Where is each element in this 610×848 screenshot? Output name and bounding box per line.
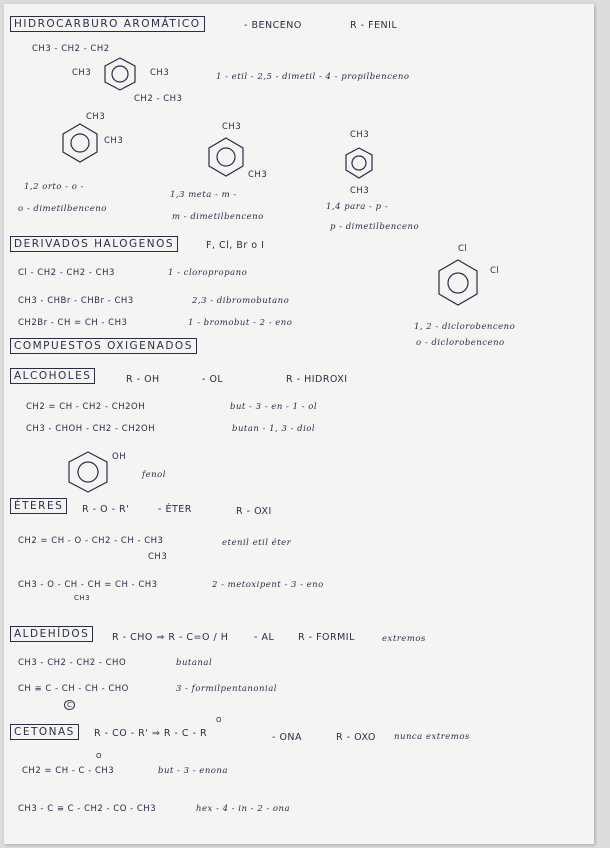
alcohol-formula: R - OH <box>126 374 160 385</box>
halogen-name-2: 2,3 - dibromobutano <box>192 296 290 306</box>
section-title-oxigenados: COMPUESTOS OXIGENADOS <box>10 338 197 354</box>
halogen-formula-2: CH3 - CHBr - CHBr - CH3 <box>18 296 134 306</box>
eter-formula-2: CH3 - O - CH - CH = CH - CH3 <box>18 580 158 590</box>
aldehido-branch-2: C <box>64 700 75 710</box>
orto-name2: o - dimetilbenceno <box>18 204 107 214</box>
dicloro-name2: o - diclorobenceno <box>416 338 505 348</box>
section-title-halogenos: DERIVADOS HALOGENOS <box>10 236 178 252</box>
alcohol-name-1: but - 3 - en - 1 - ol <box>230 402 318 412</box>
aldehido-formula: R - CHO ⇒ R - C=O / H <box>112 632 229 643</box>
cetona-suffix: - ONA <box>272 732 303 743</box>
benzene-ring-dicloro <box>436 258 480 308</box>
alcohol-prefix: R - HIDROXI <box>286 374 348 385</box>
cetona-carbonyl: O <box>216 716 223 724</box>
section-title-eteres: ÉTERES <box>10 498 67 514</box>
eter-formula: R - O - R' <box>82 504 130 515</box>
benceno-label: - BENCENO <box>244 20 302 31</box>
meta-sub1: CH3 <box>222 122 242 132</box>
orto-sub1: CH3 <box>86 112 106 122</box>
para-sub2: CH3 <box>350 186 370 196</box>
section-title-aromaticos: HIDROCARBURO AROMÁTICO <box>10 16 205 32</box>
alcohol-suffix: - OL <box>202 374 224 385</box>
cetona-formula-1: CH2 = CH - C - CH3 <box>22 766 115 776</box>
cetona-note: nunca extremos <box>394 732 470 742</box>
fenil-label: R - FENIL <box>350 20 398 31</box>
benzene-ring-fenol <box>66 450 110 494</box>
cetona-name-1: but - 3 - enona <box>158 766 228 776</box>
notebook-page <box>4 4 594 844</box>
halogen-name-3: 1 - bromobut - 2 - eno <box>188 318 293 328</box>
ejemplo-top-chain: CH3 - CH2 - CH2 <box>32 44 110 54</box>
aldehido-formula-2: CH ≡ C - CH - CH - CHO <box>18 684 129 694</box>
aldehido-name-1: butanal <box>176 658 213 668</box>
section-title-alcoholes: ALCOHOLES <box>10 368 95 384</box>
aldehido-prefix: R - FORMIL <box>298 632 355 643</box>
aldehido-formula-1: CH3 - CH2 - CH2 - CHO <box>18 658 127 668</box>
meta-sub2: CH3 <box>248 170 268 180</box>
aldehido-suffix: - AL <box>254 632 275 643</box>
alcohol-formula-2: CH3 - CHOH - CH2 - CH2OH <box>26 424 156 434</box>
ejemplo-name: 1 - etil - 2,5 - dimetil - 4 - propilbenceno <box>216 72 410 82</box>
eter-name-1: etenil etil éter <box>222 538 292 548</box>
ejemplo-left-sub: CH3 <box>72 68 92 78</box>
dicloro-sub1: Cl <box>458 244 468 254</box>
eter-branch-2: CH3 <box>74 594 91 602</box>
ejemplo-bottom-sub: CH2 - CH3 <box>134 94 183 104</box>
halogen-formula-3: CH2Br - CH = CH - CH3 <box>18 318 128 328</box>
meta-name1: 1,3 meta - m - <box>170 190 237 200</box>
halogen-name-1: 1 - cloropropano <box>168 268 248 278</box>
eter-formula-1: CH2 = CH - O - CH2 - CH - CH3 <box>18 536 164 546</box>
orto-sub2: CH3 <box>104 136 124 146</box>
benzene-ring-meta <box>206 136 246 178</box>
cetona-prefix: R - OXO <box>336 732 376 743</box>
meta-name2: m - dimetilbenceno <box>172 212 264 222</box>
para-name2: p - dimetilbenceno <box>330 222 420 232</box>
aldehido-note: extremos <box>382 634 426 644</box>
eter-prefix: R - OXI <box>236 506 272 517</box>
section-title-cetonas: CETONAS <box>10 724 79 740</box>
dicloro-name1: 1, 2 - diclorobenceno <box>414 322 516 332</box>
benzene-ring-orto <box>60 122 100 164</box>
halogen-elements: F, Cl, Br o I <box>206 240 265 251</box>
alcohol-name-2: butan - 1, 3 - diol <box>232 424 316 434</box>
fenol-sub: OH <box>112 452 127 462</box>
halogen-formula-1: Cl - CH2 - CH2 - CH3 <box>18 268 115 278</box>
alcohol-formula-1: CH2 = CH - CH2 - CH2OH <box>26 402 146 412</box>
eter-branch-1: CH3 <box>148 552 168 562</box>
cetona-formula: R - CO - R' ⇒ R - C - R <box>94 728 208 739</box>
cetona-formula-2: CH3 - C ≡ C - CH2 - CO - CH3 <box>18 804 157 814</box>
cetona-carbonyl-1: O <box>96 752 103 760</box>
cetona-name-2: hex - 4 - in - 2 - ona <box>196 804 291 814</box>
section-title-aldehidos: ALDEHÍDOS <box>10 626 93 642</box>
para-sub1: CH3 <box>350 130 370 140</box>
eter-suffix: - ÉTER <box>158 504 192 515</box>
orto-name1: 1,2 orto - o - <box>24 182 84 192</box>
benzene-ring-ejemplo <box>102 56 138 92</box>
ejemplo-right-sub: CH3 <box>150 68 170 78</box>
aldehido-name-2: 3 - formilpentanonial <box>176 684 278 694</box>
dicloro-sub2: Cl <box>490 266 500 276</box>
benzene-ring-para <box>344 146 374 180</box>
eter-name-2: 2 - metoxipent - 3 - eno <box>212 580 324 590</box>
fenol-name: fenol <box>142 470 166 480</box>
para-name1: 1,4 para - p - <box>326 202 389 212</box>
